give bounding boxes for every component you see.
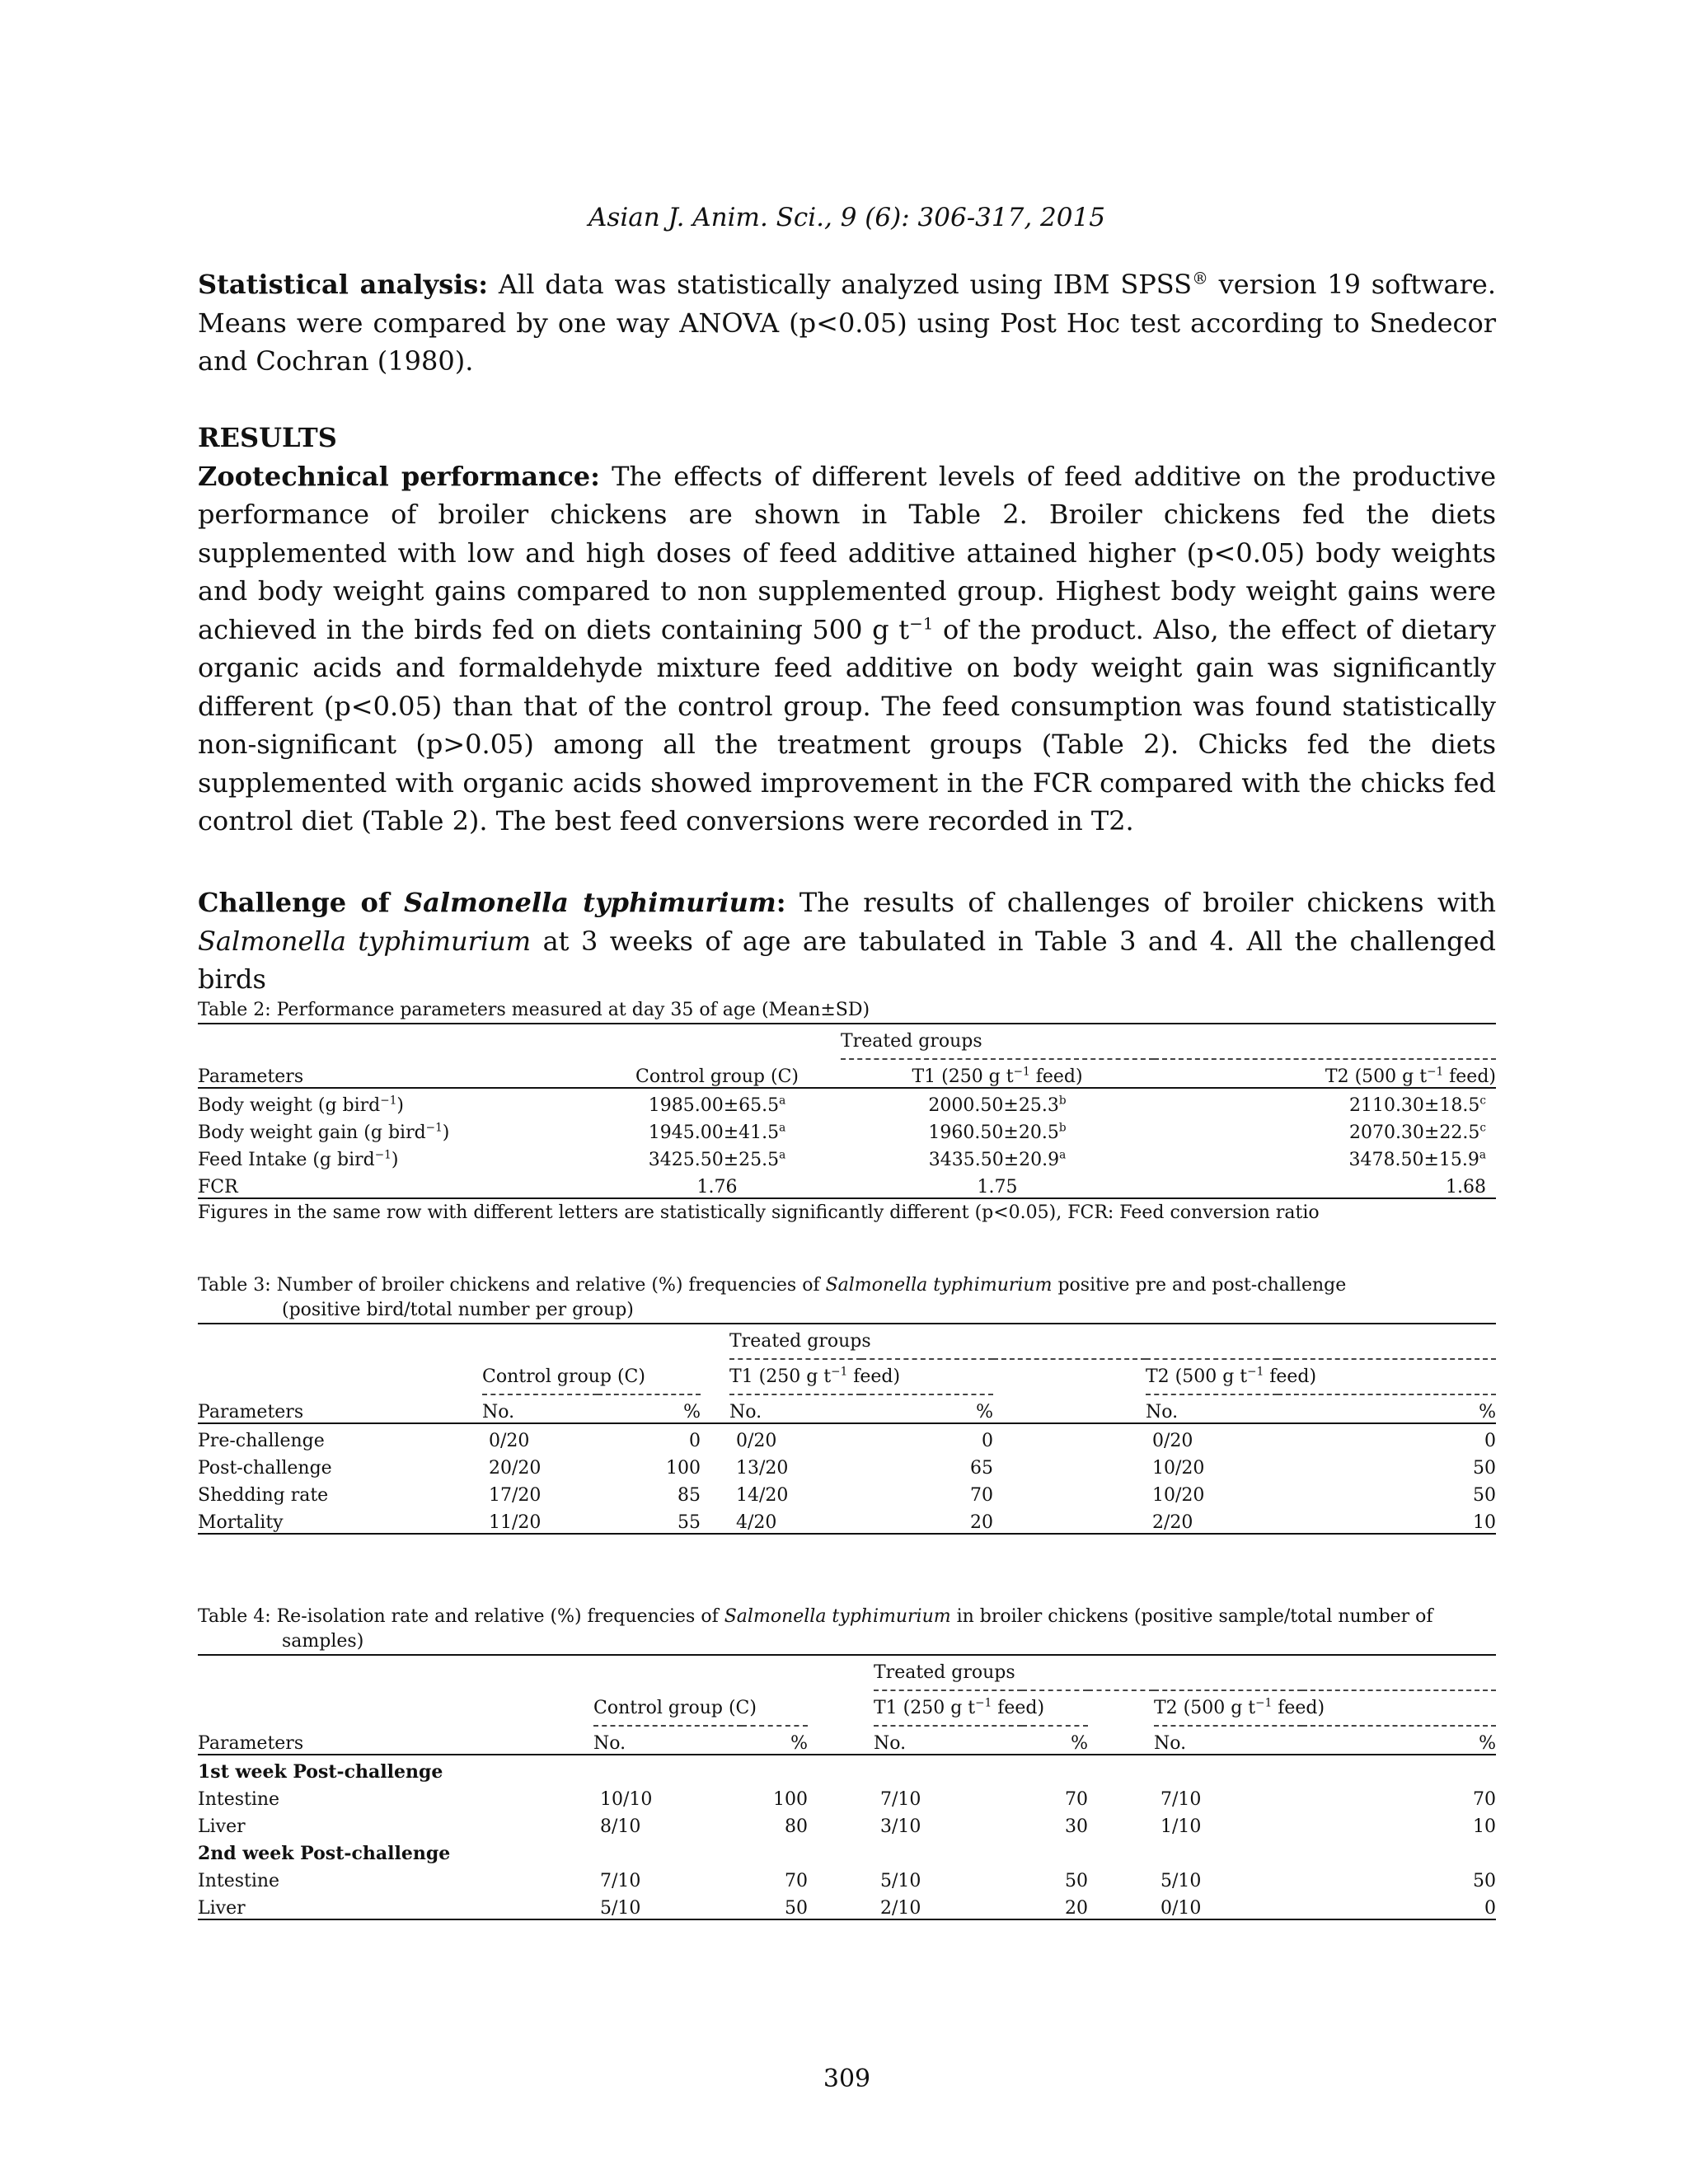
table-3 (198, 1273, 1496, 1535)
results-section (198, 419, 1496, 841)
table-row: Intestine 10/10 100 7/10 70 7/10 70 (198, 1789, 1496, 1810)
challenge-label: Challenge of Salmonella typhimurium: (198, 887, 786, 918)
week-1-subheading: 1st week Post-challenge (198, 1761, 443, 1783)
table-3-header-row: Parameters No. % No. % No. % (198, 1394, 1496, 1423)
table-row: Liver 5/10 50 2/10 20 0/10 0 (198, 1891, 1496, 1919)
week-2-subheading: 2nd week Post-challenge (198, 1843, 451, 1864)
table-2 (198, 998, 1496, 1223)
table-row: Pre-challenge 0/20 0 0/20 0 0/20 0 (198, 1431, 1496, 1451)
table-3-caption: Table 3: Number of broiler chickens and relative (%) frequencies of Salmonella typhimurium positive pre and post-challenge (positive bird/total number per group) (198, 1275, 1347, 1320)
table-row: Liver 8/10 80 3/10 30 1/10 10 (198, 1816, 1496, 1837)
statistical-analysis-paragraph: Statistical analysis: All data was statistically analyzed using IBM SPSS® version 19 software. Means were compared by one way ANOVA (p<0.05) using Post Hoc test according to Snedecor and Cochran (1980). (198, 269, 1497, 377)
treated-groups-label: Treated groups (841, 1024, 1496, 1059)
table-4-caption: Table 4: Re-isolation rate and relative (%) frequencies of Salmonella typhimurium in broiler chickens (positive sample/total number of samples) (198, 1606, 1433, 1652)
table-row: Post-challenge 20/20 100 13/20 65 10/20 50 (198, 1458, 1496, 1479)
table-3-grid: Treated groups Control group (C) T1 (250 g $t^{-1}$ feed) T2 (500 g $t^{-1}$ feed) Parameters No. % No. % No. % Pre-challenge 0/20 0 0/20 0 0/20 0 Post-challenge 20/20 100 13/20 65 10/20 50 Shedding rate 17/20 85 14/20 70 10/20 50 Mortality 11/20 55 4/20 20 2/20 10 (198, 1323, 1496, 1535)
table-4 (198, 1605, 1496, 1920)
table-row: FCR 1.76 1.75 1.68 (198, 1170, 1496, 1198)
results-heading: RESULTS (198, 422, 337, 453)
table-2-header-row: Parameters Control group (C) T1 (250 g $t^{-1}$ feed) T2 (500 g $t^{-1}$ feed) (198, 1059, 1496, 1088)
table-row: Feed Intake (g bird$^{-1}$) 3425.50±25.5$^a$ 3435.50±20.9$^a$ 3478.50±15.9$^a$ (198, 1148, 1486, 1170)
table-row: Mortality 11/20 55 4/20 20 2/20 10 (198, 1506, 1496, 1534)
table-2-grid (198, 1023, 1496, 1199)
table-row: Body weight (g bird$^{-1}$) 1985.00±65.5$^a$ 2000.50±25.3$^b$ 2110.30±18.5$^c$ (198, 1094, 1486, 1116)
table-row: Body weight gain (g bird$^{-1}$) 1945.00±41.5$^a$ 1960.50±20.5$^b$ 2070.30±22.5$^c$ (198, 1121, 1486, 1143)
zootechnical-label: Zootechnical performance: (198, 460, 600, 492)
table-4-header-row: Parameters No. % No. % No. % (198, 1726, 1496, 1755)
table-row: Shedding rate 17/20 85 14/20 70 10/20 50 (198, 1485, 1496, 1506)
table-row: Intestine 7/10 70 5/10 50 5/10 50 (198, 1871, 1496, 1891)
running-header: Asian J. Anim. Sci., 9 (6): 306-317, 2015 (588, 203, 1105, 232)
table-4-grid: Treated groups Control group (C) T1 (250 g $t^{-1}$ feed) T2 (500 g $t^{-1}$ feed) Parameters No. % No. % No. % 1st week Post-challenge Intestine 10/10 100 7/10 70 7/10 70 Liver 8/10 80 3/10 30 1/10 10 2nd week Post-challenge Intestine 7/10 70 5/10 50 5/10 50 Liver 5/10 50 2/10 20 0/10 0 (198, 1654, 1496, 1920)
challenge-paragraph: Challenge of Salmonella typhimurium: The results of challenges of broiler chickens with Salmonella typhimurium at 3 weeks of age are tabulated in Table 3 and 4. All the challenged birds (198, 887, 1497, 995)
zootechnical-paragraph: Zootechnical performance: The effects of different levels of feed additive on the productive performance of broiler chickens are shown in Table 2. Broiler chickens fed the diets supplemented with low and high doses of feed additive attained higher (p<0.05) body weights and body weight gains compared to non supplemented group. Highest body weight gains were achieved in the birds fed on diets containing 500 g $t^{-1}$ of the product. Also, the effect of dietary organic acids and formaldehyde mixture feed additive on body weight gain was significantly different (p<0.05) than that of the control group. The feed consumption was found statistically non-significant (p>0.05) among all the treatment groups (Table 2). Chicks fed the diets supplemented with organic acids showed improvement in the FCR compared with the chicks fed control diet (Table 2). The best feed conversions were recorded in T2. (198, 460, 1497, 837)
table-2-caption: Table 2: Performance parameters measured at day 35 of age (Mean±SD) (198, 1000, 870, 1020)
page-number: 309 (823, 2064, 871, 2093)
table-2-footnote: Figures in the same row with different letters are statistically significantly different (p<0.05), FCR: Feed conversion ratio (198, 1202, 1320, 1223)
statistical-analysis-label: Statistical analysis: (198, 269, 489, 300)
